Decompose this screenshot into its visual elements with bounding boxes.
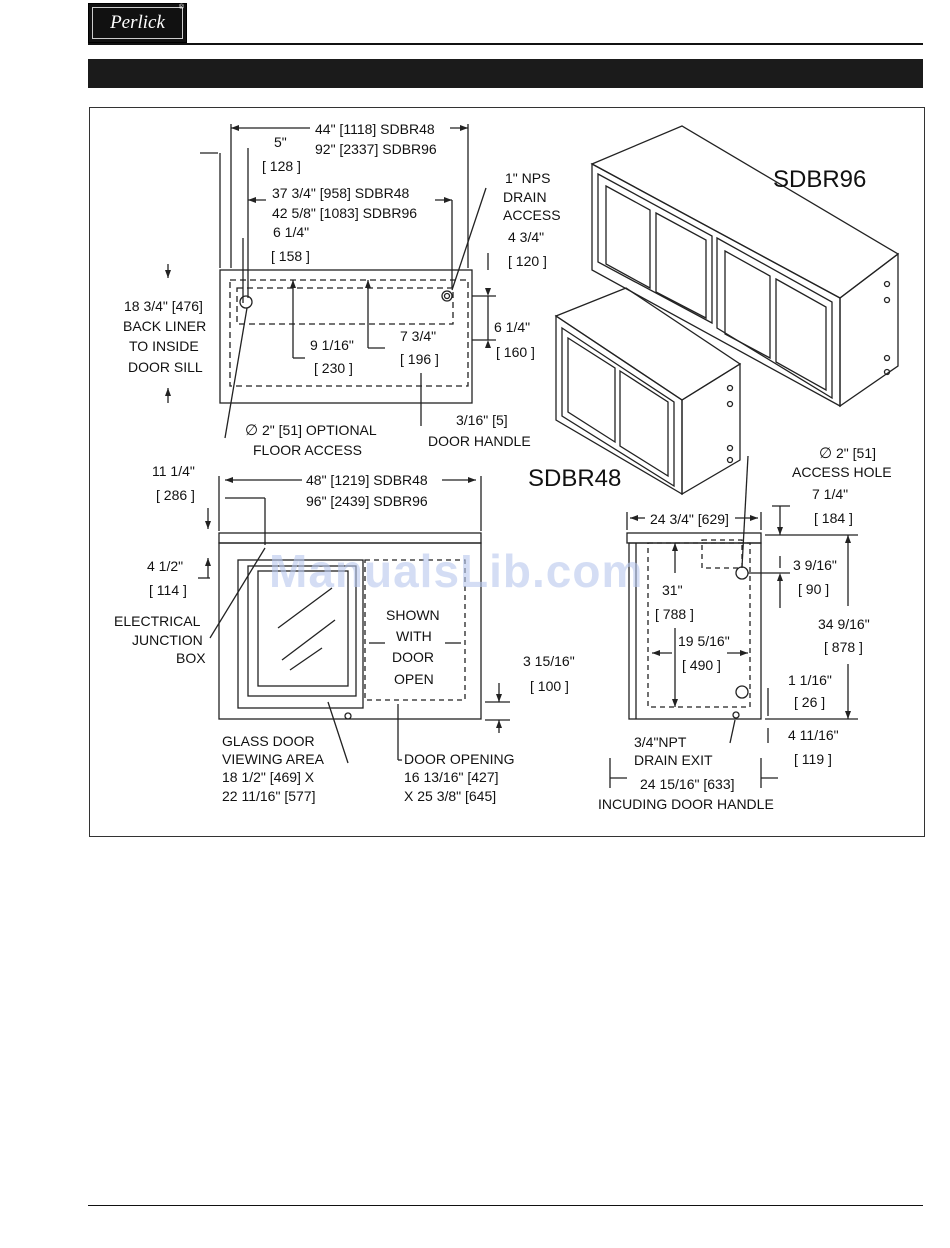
dim-6-1-4-b-mm: [ 160 ] bbox=[496, 344, 535, 360]
drain-access-icon bbox=[442, 291, 452, 301]
dimension-drawing bbox=[90, 108, 924, 836]
dim-7-3-4-mm-value: 196 bbox=[407, 351, 432, 367]
dim-3-9-16-mm: [ 90 ] bbox=[798, 581, 830, 597]
back-liner-2: BACK LINER bbox=[123, 318, 207, 334]
front-width-1: 48" [1219] SDBR48 bbox=[306, 472, 428, 488]
dim-4-3-4-mm-value: 120 bbox=[515, 253, 540, 269]
junction-3: BOX bbox=[176, 650, 206, 666]
dim-6-1-4-b: 6 1/4" bbox=[494, 319, 531, 335]
dim-31-mm: [ 788 ] bbox=[655, 606, 694, 622]
back-liner-1: 18 3/4" [476] bbox=[124, 298, 203, 314]
dim-31-mm-value: 788 bbox=[662, 606, 687, 622]
glass-2: VIEWING AREA bbox=[222, 751, 324, 767]
dim-5: 5" bbox=[274, 134, 287, 150]
header-rule bbox=[88, 43, 923, 45]
dim-34-9-16: 34 9/16" bbox=[818, 616, 870, 632]
dim-34-9-16-mm-value: 878 bbox=[831, 639, 856, 655]
door-handle-2: DOOR HANDLE bbox=[428, 433, 531, 449]
dim-1-1-16-mm-value: 26 bbox=[801, 694, 818, 710]
dim-7-3-4: 7 3/4" bbox=[400, 328, 437, 344]
dim-7-1-4-mm-value: 184 bbox=[821, 510, 846, 526]
dim-7-3-4-mm: [ 196 ] bbox=[400, 351, 439, 367]
side-depth: 24 3/4" [629] bbox=[650, 511, 729, 527]
footer-rule bbox=[88, 1205, 923, 1206]
drain-exit-icon bbox=[733, 712, 739, 718]
front-top-trim bbox=[219, 533, 481, 543]
door-handle-1: 3/16" [5] bbox=[456, 412, 508, 428]
dim-5-mm: [ 128 ] bbox=[262, 158, 301, 174]
dim-11-1-4-mm: [ 286 ] bbox=[156, 487, 195, 503]
opening-1: DOOR OPENING bbox=[404, 751, 515, 767]
dimension-drawing-panel bbox=[89, 107, 925, 837]
dim-19-5-16-mm: [ 490 ] bbox=[682, 657, 721, 673]
glass-3: 18 1/2" [469] X bbox=[222, 769, 315, 785]
back-liner-3: TO INSIDE bbox=[129, 338, 199, 354]
access-hole-1: 2" [51] bbox=[836, 445, 876, 461]
section-title-bar bbox=[88, 59, 923, 88]
glass-1: GLASS DOOR bbox=[222, 733, 315, 749]
dim-9-1-16-mm: [ 230 ] bbox=[314, 360, 353, 376]
dim-11-1-4-mm-value: 286 bbox=[163, 487, 188, 503]
dim-7-1-4: 7 1/4" bbox=[812, 486, 849, 502]
logo-text: Perlick bbox=[92, 7, 183, 39]
dim-5-mm-value: 128 bbox=[269, 158, 294, 174]
model-sdbr48: SDBR48 bbox=[528, 465, 622, 492]
dim-4-1-2: 4 1/2" bbox=[147, 558, 184, 574]
dim-3-9-16-mm-value: 90 bbox=[805, 581, 822, 597]
overall-depth-2: INCUDING DOOR HANDLE bbox=[598, 796, 774, 812]
drain-label-3: ACCESS bbox=[503, 207, 561, 223]
sdbr96-side bbox=[840, 254, 898, 406]
drain-label-2: DRAIN bbox=[503, 189, 547, 205]
side-view-outline bbox=[629, 543, 761, 719]
top-inner-width-1: 37 3/4" [958] SDBR48 bbox=[272, 185, 410, 201]
opening-2: 16 13/16" [427] bbox=[404, 769, 499, 785]
junction-2: JUNCTION bbox=[132, 632, 203, 648]
drain-exit-2: DRAIN EXIT bbox=[634, 752, 713, 768]
dim-3-15-16: 3 15/16" bbox=[523, 653, 575, 669]
dim-4-11-16: 4 11/16" bbox=[788, 727, 839, 743]
shown-2: WITH bbox=[396, 628, 432, 644]
dim-11-1-4: 11 1/4" bbox=[152, 463, 195, 479]
dim-6-1-4-mm: [ 158 ] bbox=[271, 248, 310, 264]
diameter-symbol-1: ∅ bbox=[245, 422, 259, 439]
sdbr48-side bbox=[682, 364, 740, 494]
dim-6-1-4-mm-value: 158 bbox=[278, 248, 303, 264]
perlick-logo bbox=[88, 3, 187, 43]
dim-4-3-4: 4 3/4" bbox=[508, 229, 545, 245]
dim-4-1-2-mm: [ 114 ] bbox=[149, 582, 187, 598]
dim-19-5-16-mm-value: 490 bbox=[689, 657, 714, 673]
dim-4-3-4-mm: [ 120 ] bbox=[508, 253, 547, 269]
floor-access-icon bbox=[240, 296, 252, 308]
dim-6-1-4: 6 1/4" bbox=[273, 224, 310, 240]
back-liner-4: DOOR SILL bbox=[128, 359, 203, 375]
floor-access-2: FLOOR ACCESS bbox=[253, 442, 362, 458]
dim-34-9-16-mm: [ 878 ] bbox=[824, 639, 863, 655]
access-hole-2: ACCESS HOLE bbox=[792, 464, 892, 480]
dim-4-11-16-mm: [ 119 ] bbox=[794, 751, 832, 767]
shown-3: DOOR bbox=[392, 649, 434, 665]
watermark-text: ManualsLib.com bbox=[269, 545, 644, 597]
top-overall-width-2: 92" [2337] SDBR96 bbox=[315, 141, 437, 157]
dim-19-5-16: 19 5/16" bbox=[678, 633, 730, 649]
dim-9-1-16-mm-value: 230 bbox=[321, 360, 346, 376]
overall-depth-1: 24 15/16" [633] bbox=[640, 776, 735, 792]
dim-6-1-4-b-mm-value: 160 bbox=[503, 344, 528, 360]
floor-access-1: 2" [51] OPTIONAL bbox=[262, 422, 377, 438]
diameter-symbol-2: ∅ bbox=[819, 445, 833, 462]
dim-3-15-16-mm-value: 100 bbox=[537, 678, 562, 694]
registered-mark: ® bbox=[178, 4, 184, 11]
access-hole-icon bbox=[736, 567, 748, 579]
top-inner-width-2: 42 5/8" [1083] SDBR96 bbox=[272, 205, 418, 221]
glass-4: 22 11/16" [577] bbox=[222, 788, 316, 804]
front-width-2: 96" [2439] SDBR96 bbox=[306, 493, 428, 509]
dim-3-15-16-mm: [ 100 ] bbox=[530, 678, 569, 694]
opening-3: X 25 3/8" [645] bbox=[404, 788, 497, 804]
junction-1: ELECTRICAL bbox=[114, 613, 201, 629]
top-overall-width-1: 44" [1118] SDBR48 bbox=[315, 121, 435, 137]
drain-label-1: 1" NPS bbox=[505, 170, 551, 186]
sdbr96-top bbox=[592, 126, 898, 298]
dim-3-9-16: 3 9/16" bbox=[793, 557, 837, 573]
shown-1: SHOWN bbox=[386, 607, 440, 623]
dim-1-1-16: 1 1/16" bbox=[788, 672, 832, 688]
dim-4-11-16-mm-value: 119 bbox=[801, 751, 825, 767]
shown-4: OPEN bbox=[394, 671, 434, 687]
dim-4-1-2-mm-value: 114 bbox=[156, 582, 180, 598]
model-sdbr96: SDBR96 bbox=[773, 166, 867, 193]
drain-exit-1: 3/4"NPT bbox=[634, 734, 687, 750]
dim-9-1-16: 9 1/16" bbox=[310, 337, 354, 353]
dim-7-1-4-mm: [ 184 ] bbox=[814, 510, 853, 526]
sdbr96-front bbox=[592, 164, 840, 406]
dim-1-1-16-mm: [ 26 ] bbox=[794, 694, 826, 710]
dim-31: 31" bbox=[662, 582, 683, 598]
